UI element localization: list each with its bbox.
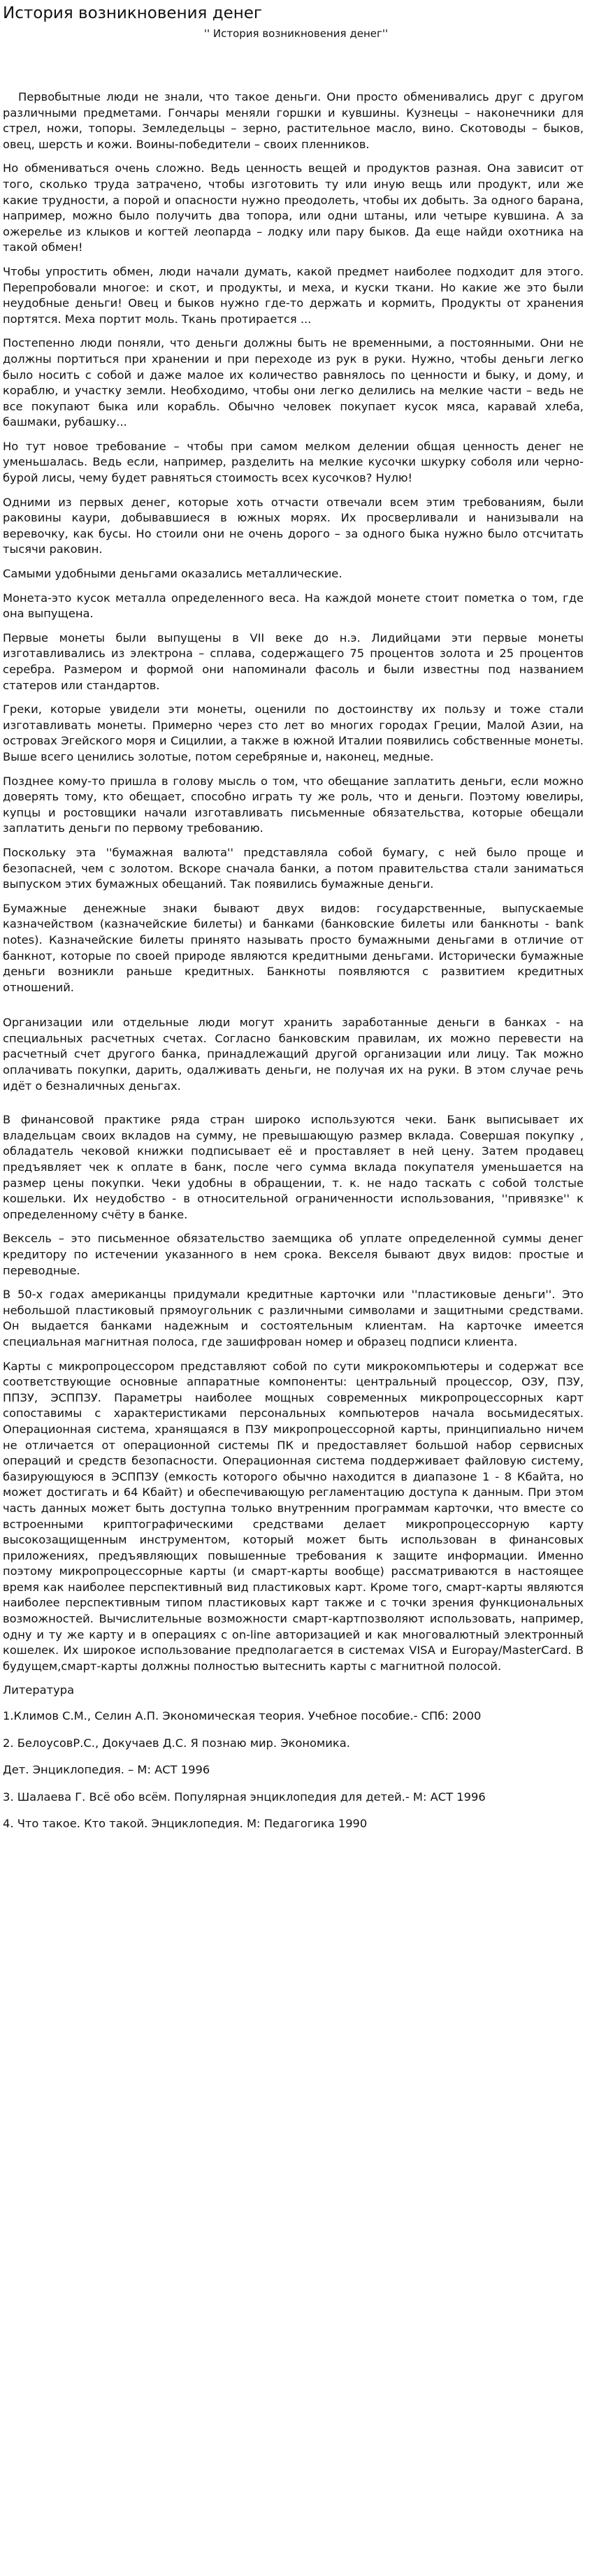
- page-subtitle: '' История возникновения денег'': [203, 27, 389, 40]
- paragraph-paper-currency: Поскольку эта ''бумажная валюта'' представляла собой бумагу, с ней было проще и безопасней, чем с золотом. Вскоре сначала банки, а потом правительства стали заниматься выпуском этих бумажных обещаний. Так появились бумажные деньги.: [3, 845, 584, 891]
- reference-item: 1.Климов С.М., Селин А.П. Экономическая теория. Учебное пособие.- СПб: 2000: [3, 1709, 482, 1723]
- references-title: Литература: [3, 1683, 75, 1697]
- paragraph-commodity-money: Чтобы упростить обмен, люди начали думать, какой предмет наиболее подходит для этого. Перепробовали многое: и скот, и продукты, и меха, и куски ткани. Но какие же это были неудобные деньги! Овец и быков нужно где-то держать и кормить, Продукты от хранения портятся. Меха портит моль. Ткань протирается ...: [3, 264, 584, 326]
- reference-item: 2. БелоусовР.С., Докучаев Д.С. Я познаю мир. Экономика.: [3, 1736, 350, 1750]
- paragraph-cowrie-shells: Одними из первых денег, которые хоть отчасти отвечали всем этим требованиям, были раковины каури, добывавшиеся в южных морях. Их просверливали и нанизывали на веревочку, как бусы. Но стоили они не очень дорого – за одного быка нужно было отсчитать тысячи раковин.: [3, 495, 584, 556]
- paragraph-coin-definition: Монета-это кусок металла определенного веса. На каждой монете стоит пометка о том, где она выпущена.: [3, 591, 584, 621]
- paragraph-promissory-notes: Позднее кому-то пришла в голову мысль о том, что обещание заплатить деньги, если можно доверять тому, кто обещает, способно играть ту же роль, что и деньги. Поэтому ювелиры, купцы и ростовщики начали изготавливать письменные обязательства, которые обещали заплатить деньги по первому требованию.: [3, 774, 584, 835]
- page-title: История возникновения денег: [3, 4, 263, 22]
- paragraph-cheques: В финансовой практике ряда стран широко используются чеки. Банк выписывает их владельцам своих вкладов на сумму, не превышающую размер вклада. Совершая покупку , обладатель чековой книжки подписывает её и проставляет в ней цену. Затем продавец предъявляет чек к оплате в банк, после чего сумма вклада покупателя уменьшается на размер цены покупки. Чеки удобны в обращении, т. к. не надо таскать с собой толстые кошельки. Их неудобство - в относительной ограниченности использования, ''привязке'' к определенному счёту в банке.: [3, 1113, 584, 1221]
- paragraph-exchange-difficulty: Но обмениваться очень сложно. Ведь ценность вещей и продуктов разная. Она зависит от того, сколько труда затрачено, чтобы изготовить ту или иную вещь или продукт, или же какие трудности, а порой и опасности нужно преодолеть, чтобы их добыть. За одного барана, например, можно было получить два топора, или одни штаны, или четыре кувшина. А за ожерелье из клыков и когтей леопарда – лодку или пару быков. Да еще найди охотника на такой обмен!: [3, 161, 584, 254]
- article-body: [3, 89, 584, 1843]
- references-section: [3, 1683, 584, 1832]
- paragraph-barter: Первобытные люди не знали, что такое деньги. Они просто обменивались друг с другом различными предметами. Гончары меняли горшки и кувшины. Кузнецы – наконечники для стрел, ножи, топоры. Земледельцы – зерно, растительное масло, вино. Скотоводы – быков, овец, шерсть и кожи. Воины-победители – своих пленников.: [3, 90, 584, 151]
- paragraph-cashless-money: Организации или отдельные люди могут хранить заработанные деньги в банках - на специальных расчетных счетах. Согласно банковским правилам, их можно перевести на расчетный счет другого банка, принадлежащий другой организации или лицу. Так можно оплачивать покупки, дарить, одалживать деньги, не получая их на руки. В этом случае речь идёт о безналичных деньгах.: [3, 1016, 584, 1093]
- paragraph-metal-money: Самыми удобными деньгами оказались металлические.: [3, 567, 342, 581]
- paragraph-smart-cards: Карты с микропроцессором представляют собой по сути микрокомпьютеры и содержат все соответствующие основные аппаратные компоненты: центральный процессор, ОЗУ, ПЗУ, ППЗУ, ЭСППЗУ. Параметры наиболее мощных современных микропроцессорных карт сопоставимы с характеристиками персональных компьютеров начала восьмидесятых. Операционная система, хранящаяся в ПЗУ микропроцессорной карты, принципиально ничем не отличается от операционной системы ПК и предоставляет большой набор сервисных операций и средств безопасности. Операционная система поддерживает файловую систему, базирующуюся в ЭСППЗУ (емкость которого обычно находится в диапазоне 1 - 8 Кбайта, но может достигать и 64 Кбайт) и обеспечивающую регламентацию доступа к данным. При этом часть данных может быть доступна только внутренним программам карточки, что вместе со встроенными криптографическими средствами делает микропроцессорную карту высокозащищенным инструментом, который может быть использован в финансовых приложениях, предъявляющих повышенные требования к защите информации. Именно поэтому микропроцессорные карты (и смарт-карты вообще) рассматриваются в настоящее время как наиболее перспективный вид пластиковых карт. Кроме того, смарт-карты являются наиболее перспективным типом пластиковых карт также и с точки зрения функциональных возможностей. Вычислительные возможности смарт-картпозволяют использовать, например, одну и ту же карту и в операциях с on-line авторизацией и как многовалютный электронный кошелек. Их широкое использование предполагается в системах VISA и Europay/MasterCard. В будущем,смарт-карты должны полностью вытеснить карты с магнитной полосой.: [3, 1359, 584, 1673]
- paragraph-greek-coins: Греки, которые увидели эти монеты, оценили по достоинству их пользу и тоже стали изготавливать монеты. Примерно через сто лет во многих городах Греции, Малой Азии, на островах Эгейского моря и Сицилии, а также в южной Италии появились собственные монеты. Выше всего ценились золотые, потом серебряные и, наконец, медные.: [3, 703, 584, 763]
- paragraph-divisibility: Но тут новое требование – чтобы при самом мелком делении общая ценность денег не уменьшалась. Ведь если, например, разделить на мелкие кусочки шкурку соболя или черно- бурой лисы, чему будет равняться стоимость всех кусочков? Нулю!: [3, 439, 584, 485]
- paragraph-banknotes: Бумажные денежные знаки бывают двух видов: государственные, выпускаемые казначейством (казначейские билеты) и банками (банковские билеты или банкноты - bank notes). Казначейские билеты принято называть просто бумажными деньгами в отличие от банкнот, которые по своей природе являются кредитными деньгами. Исторически бумажные деньги возникли раньше кредитных. Банкноты появляются с развитием кредитных отношений.: [3, 901, 584, 994]
- paragraph-first-coins: Первые монеты были выпущены в VII веке до н.э. Лидийцами эти первые монеты изготавливались из электрона – сплава, содержащего 75 процентов золота и 25 процентов серебра. Размером и формой они напоминали фасоль и были известны под названием статеров или стандартов.: [3, 631, 584, 692]
- reference-item: Дет. Энциклопедия. – М: АСТ 1996: [3, 1763, 210, 1777]
- paragraph-bill-of-exchange: Вексель – это письменное обязательство заемщика об уплате определенной суммы денег кредитору по истечении указанного в нем срока. Векселя бывают двух видов: простые и переводные.: [3, 1232, 584, 1277]
- reference-item: 4. Что такое. Кто такой. Энциклопедия. М: Педагогика 1990: [3, 1817, 368, 1831]
- paragraph-money-requirements: Постепенно люди поняли, что деньги должны быть не временными, а постоянными. Они не должны портиться при хранении и при переходе из рук в руки. Нужно, чтобы деньги легко было носить с собой и даже малое их количество равнялось по ценности и быку, и дому, и кораблю, и участку земли. Необходимо, чтобы они легко делились на мелкие части – ведь не все покупают быка или корабль. Обычно человек покупает кусок мяса, каравай хлеба, башмаки, рубашку...: [3, 336, 584, 429]
- paragraph-credit-cards: В 50-х годах американцы придумали кредитные карточки или ''пластиковые деньги''. Это небольшой пластиковый прямоугольник с различными символами и защитными средствами. Он выдается банками надежным и состоятельным клиентам. На карточке имеется специальная магнитная полоса, где зашифрован номер и образец подписи клиента.: [3, 1288, 584, 1348]
- reference-item: 3. Шалаева Г. Всё обо всём. Популярная энциклопедия для детей.- М: АСТ 1996: [3, 1790, 486, 1804]
